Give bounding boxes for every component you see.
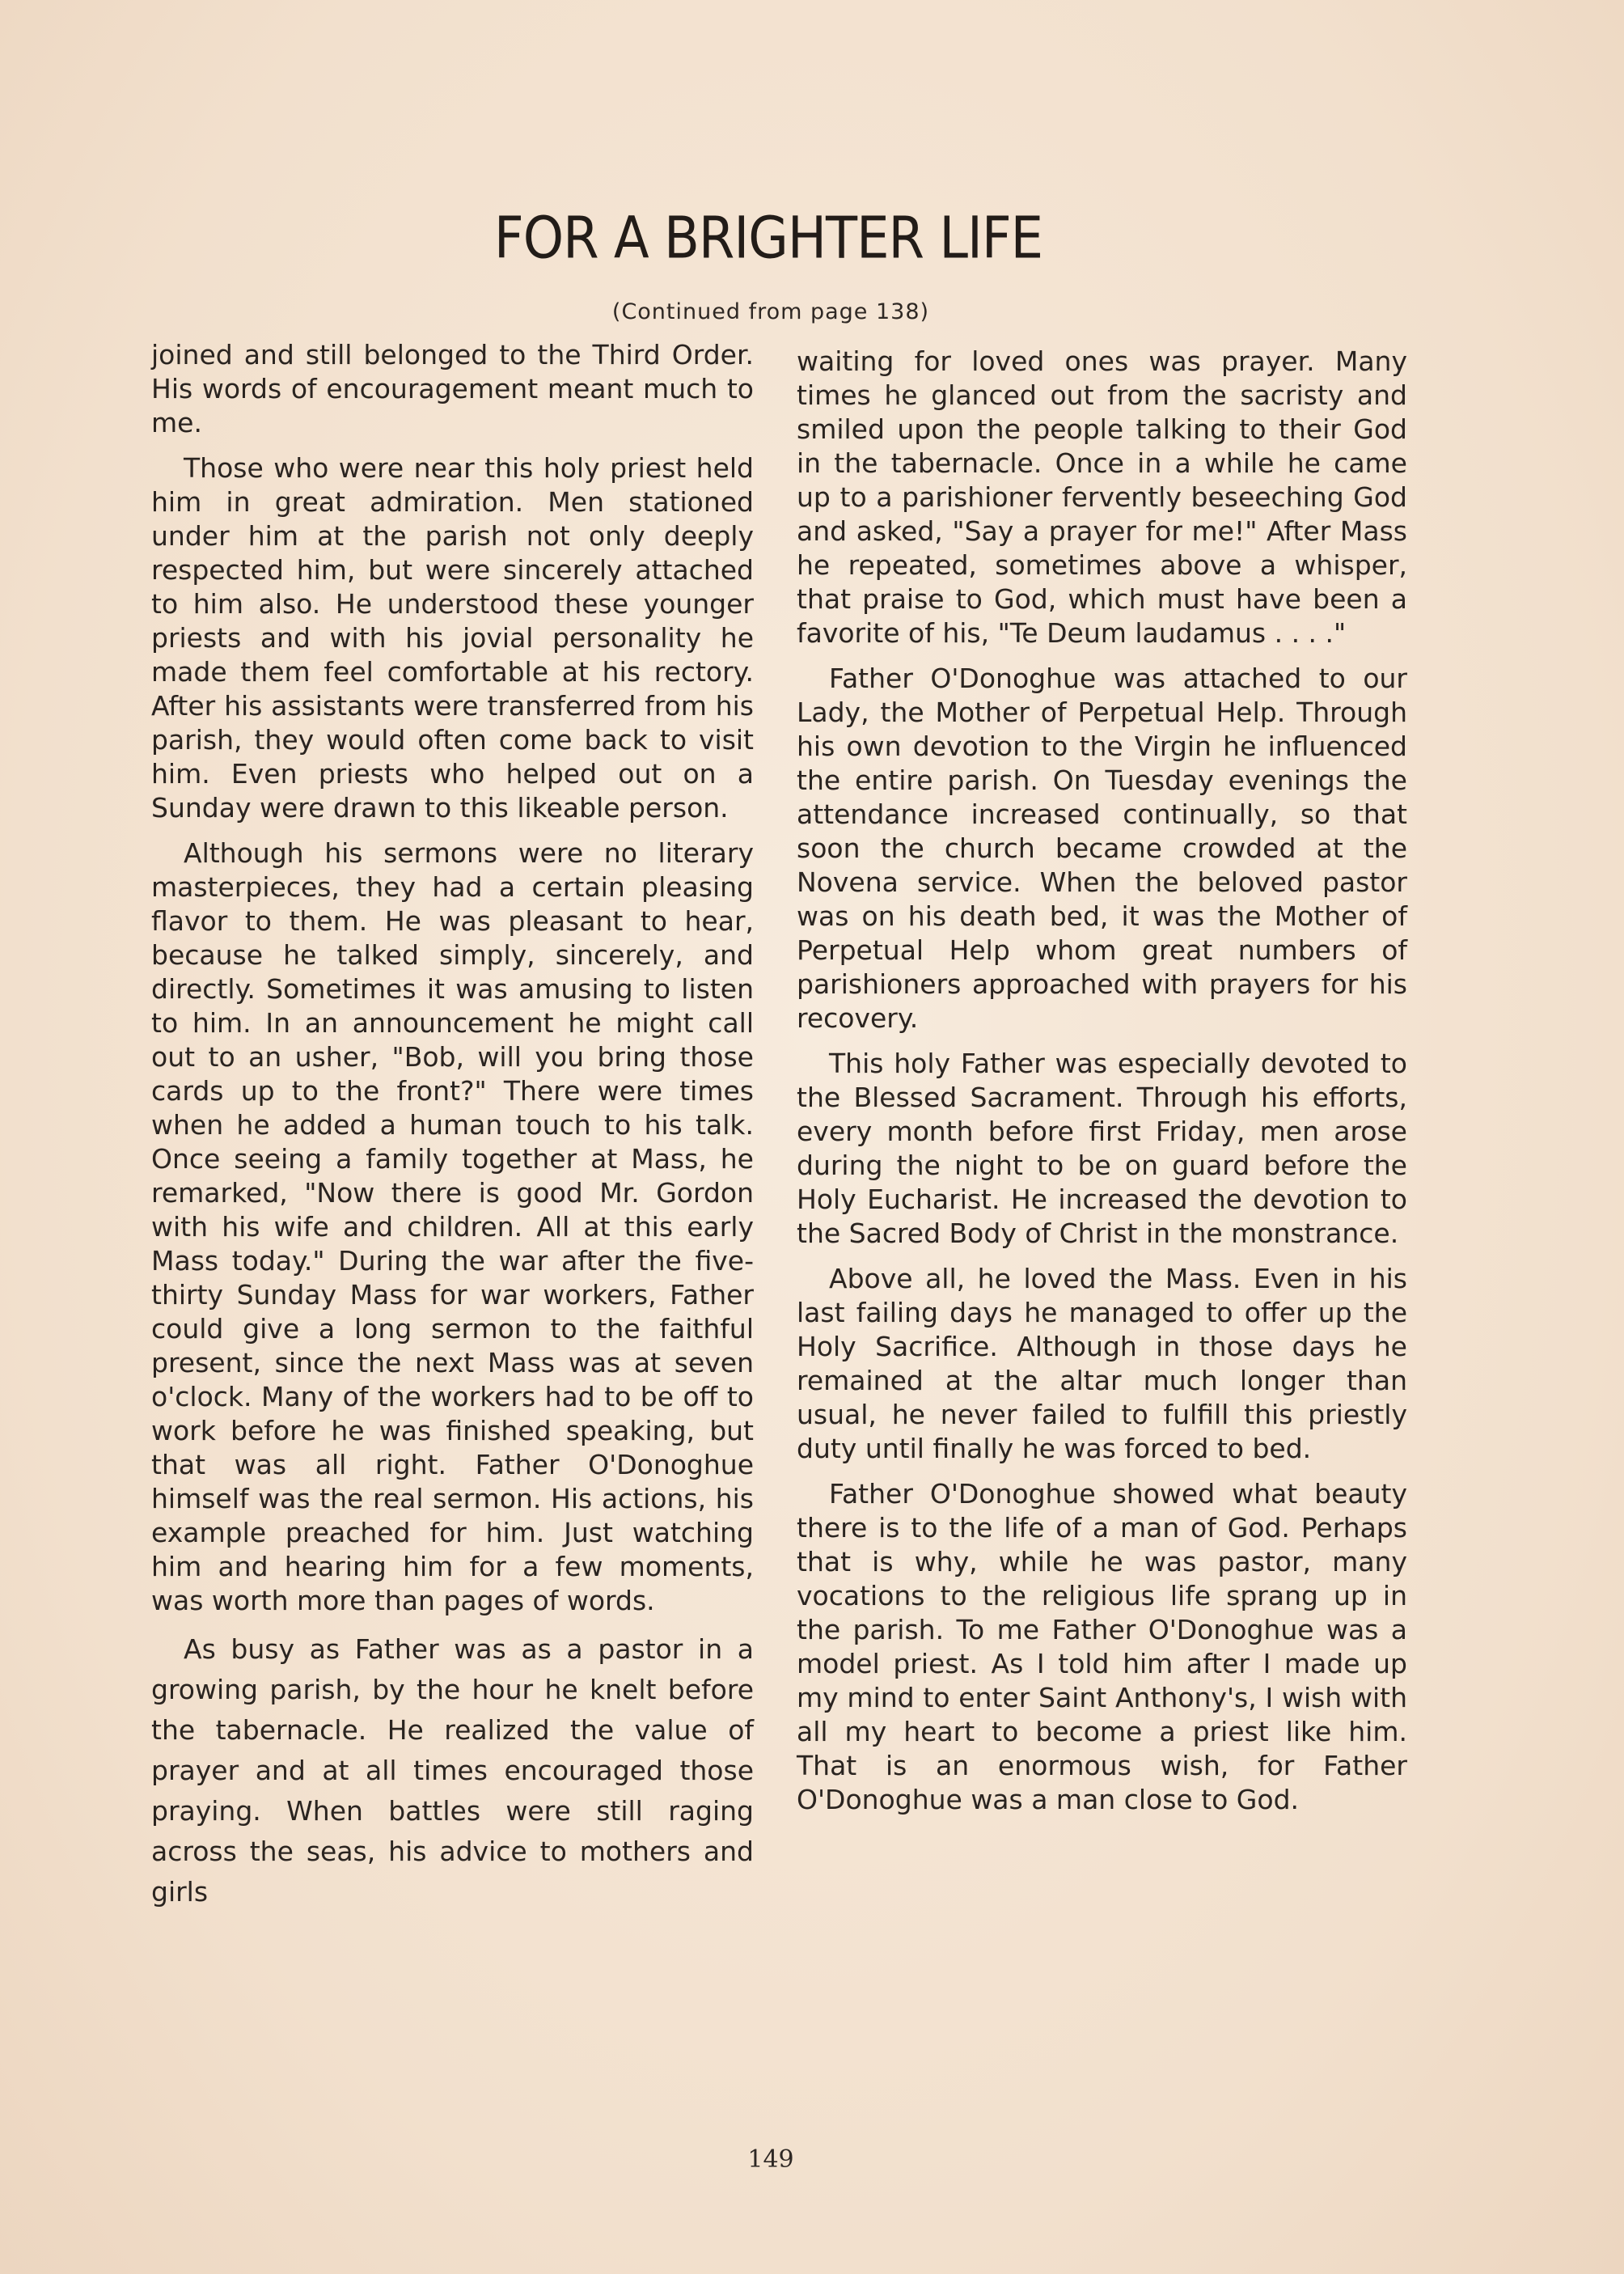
- paragraph: Above all, he loved the Mass. Even in his last failing days he managed to offer up the Holy Sacrifice. Although in those days he remained at the altar much longer than usual, he never failed to fulfill this priestly duty until finally he was forced to bed.: [797, 1263, 1407, 1464]
- right-column: [797, 345, 1407, 1828]
- paragraph: Father O'Donoghue was attached to our Lady, the Mother of Perpetual Help. Through his own devotion to the Virgin he influenced the entire parish. On Tuesday evenings the attendance increased continually, so that soon the church became crowded at the Novena service. When the beloved pastor was on his death bed, it was the Mother of Perpetual Help whom great numbers of parishioners approached with prayers for his recovery.: [797, 663, 1407, 1034]
- paragraph: Father O'Donoghue showed what beauty there is to the life of a man of God. Perhaps that is why, while he was pastor, many vocations to the religious life sprang up in the parish. To me Father O'Donoghue was a model priest. As I told him after I made up my mind to enter Saint Anthony's, I wish with all my heart to become a priest like him. That is an enormous wish, for Father O'Donoghue was a man close to God.: [797, 1478, 1407, 1815]
- paragraph: joined and still belonged to the Third Order. His words of encouragement meant much to me.: [151, 339, 754, 438]
- paragraph: Those who were near this holy priest held him in great admiration. Men stationed under him at the parish not only deeply respected him, but were sincerely attached to him also. He understood these younger priests and with his jovial personality he made them feel comfortable at his rectory. After his assistants were transferred from his parish, they would often come back to visit him. Even priests who helped out on a Sunday were drawn to this likeable person.: [151, 452, 754, 824]
- left-column: [151, 338, 754, 1924]
- page-number: 149: [747, 2145, 794, 2174]
- paragraph: As busy as Father was as a pastor in a growing parish, by the hour he knelt before the tabernacle. He realized the value of prayer and at all times encouraged those praying. When battles were still raging across the seas, his advice to mothers and girls: [151, 1633, 754, 1908]
- paragraph: Although his sermons were no literary masterpieces, they had a certain pleasing flavor to them. He was pleasant to hear, because he talked simply, sincerely, and directly. Sometimes it was amusing to listen to him. In an announcement he might call out to an usher, "Bob, will you bring those cards up to the front?" There were times when he added a human touch to his talk. Once seeing a family together at Mass, he remarked, "Now there is good Mr. Gordon with his wife and children. All at this early Mass today." During the war after the five-thirty Sunday Mass for war workers, Father could give a long sermon to the faithful present, since the next Mass was at seven o'clock. Many of the workers had to be off to work before he was finished speaking, but that was all right. Father O'Donoghue himself was the real sermon. His actions, his example preached for him. Just watching him and hearing him for a few moments, was worth more than pages of words.: [151, 837, 754, 1616]
- article-title: FOR A BRIGHTER LIFE: [493, 205, 1043, 273]
- paragraph: waiting for loved ones was prayer. Many times he glanced out from the sacristy and smiled upon the people talking to their God in the tabernacle. Once in a while he came up to a parishioner fervently beseeching God and asked, "Say a prayer for me!" After Mass he repeated, sometimes above a whisper, that praise to God, which must have been a favorite of his, "Te Deum laudamus . . . .": [797, 345, 1407, 649]
- paragraph: This holy Father was especially devoted to the Blessed Sacrament. Through his efforts, every month before first Friday, men arose during the night to be on guard before the Holy Eucharist. He increased the devotion to the Sacred Body of Christ in the monstrance.: [797, 1048, 1407, 1249]
- continued-note: (Continued from page 138): [611, 299, 930, 324]
